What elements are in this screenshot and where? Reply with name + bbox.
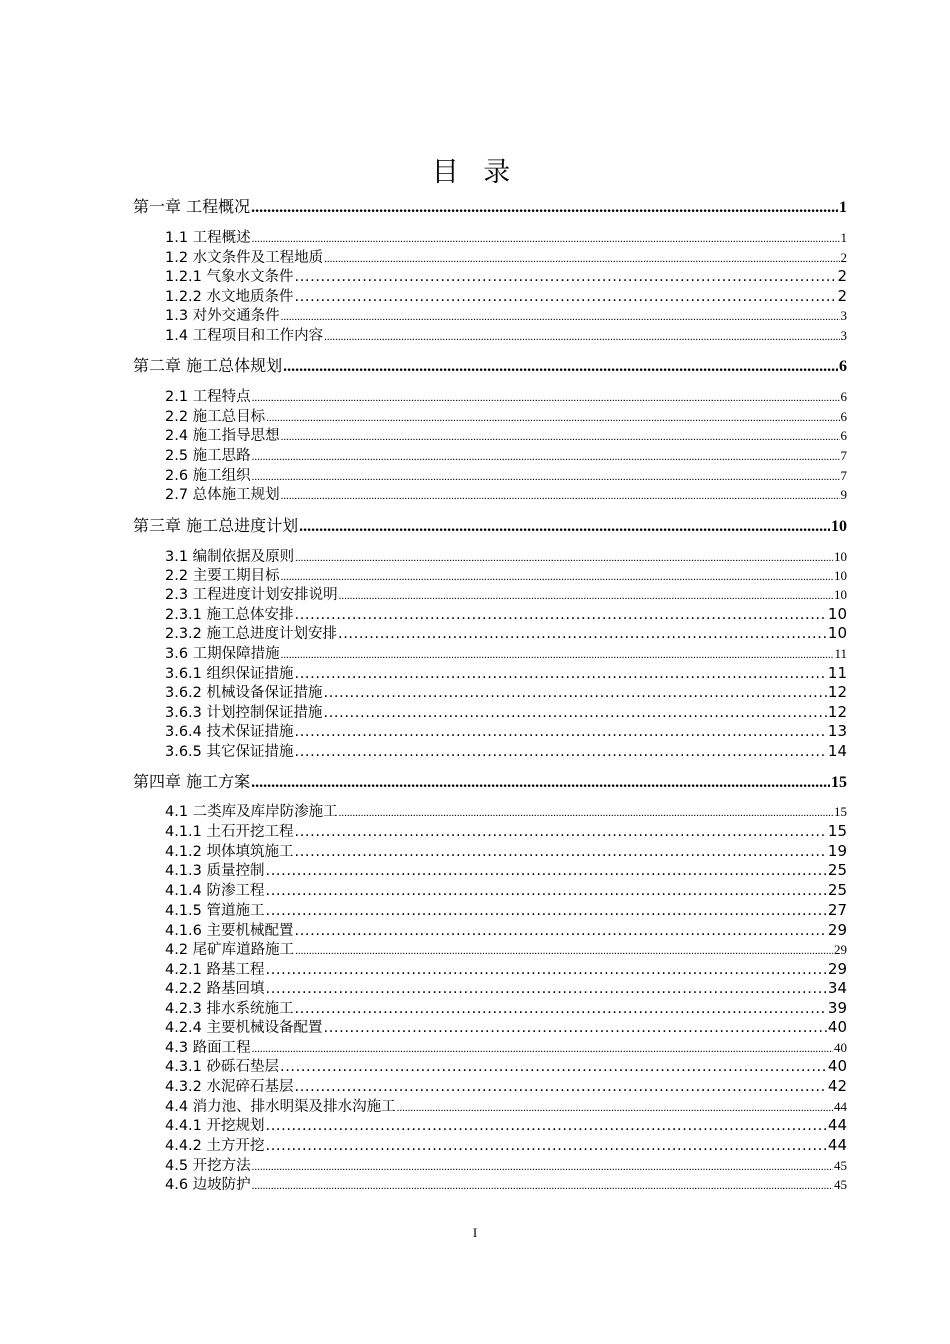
toc-leader-dots bbox=[252, 471, 840, 483]
toc-entry-label: 1.1 工程概述 bbox=[165, 230, 251, 246]
toc-section-entry[interactable] bbox=[165, 545, 847, 566]
toc-entry-page-number: 15 bbox=[834, 804, 847, 819]
toc-entry-page-number: 44 bbox=[834, 1099, 847, 1114]
toc-section-entry[interactable] bbox=[165, 642, 847, 663]
toc-entry-label: 4.2 尾矿库道路施工 bbox=[165, 942, 295, 958]
toc-leader-dots bbox=[299, 518, 830, 536]
toc-entry-label: 4.4.2 土方开挖 bbox=[165, 1138, 265, 1154]
toc-entry-page-number: 10 bbox=[827, 605, 847, 623]
toc-section-entry[interactable] bbox=[165, 1075, 847, 1096]
toc-leader-dots bbox=[295, 607, 827, 623]
toc-chapter-entry[interactable] bbox=[133, 353, 847, 376]
toc-section-entry[interactable] bbox=[165, 997, 847, 1018]
toc-entry-label: 2.3.1 施工总体安排 bbox=[165, 607, 294, 623]
toc-section-entry[interactable] bbox=[165, 622, 847, 643]
toc-entry-label: 4.3.2 水泥碎石基层 bbox=[165, 1079, 294, 1095]
toc-leader-dots bbox=[324, 253, 839, 265]
toc-leader-dots bbox=[281, 571, 833, 583]
toc-entry-label: 3.6.1 组织保证措施 bbox=[165, 666, 294, 682]
toc-entry-page-number: 10 bbox=[834, 549, 847, 564]
toc-chapter-entry[interactable] bbox=[133, 769, 847, 792]
toc-entry-page-number: 13 bbox=[827, 722, 847, 740]
toc-entry-page-number: 6 bbox=[840, 389, 847, 404]
toc-leader-dots bbox=[295, 923, 827, 939]
toc-section-entry[interactable] bbox=[165, 444, 847, 465]
toc-leader-dots bbox=[251, 774, 830, 792]
toc-section-entry[interactable] bbox=[165, 583, 847, 604]
toc-entry-label: 1.2 水文条件及工程地质 bbox=[165, 250, 324, 266]
toc-section-entry[interactable] bbox=[165, 800, 847, 821]
toc-entry-label: 第四章 施工方案 bbox=[133, 772, 251, 791]
toc-chapter-entry[interactable] bbox=[133, 194, 847, 217]
toc-entry-label: 1.4 工程项目和工作内容 bbox=[165, 328, 324, 344]
toc-entry-page-number: 11 bbox=[827, 664, 847, 682]
toc-leader-dots bbox=[252, 1161, 833, 1173]
toc-entry-page-number: 6 bbox=[840, 409, 847, 424]
toc-entry-page-number: 27 bbox=[827, 901, 847, 919]
toc-entry-page-number: 10 bbox=[831, 518, 847, 535]
toc-entry-label: 1.2.2 水文地质条件 bbox=[165, 289, 294, 305]
toc-leader-dots bbox=[266, 412, 839, 424]
toc-entry-page-number: 6 bbox=[839, 358, 847, 375]
toc-leader-dots bbox=[295, 552, 833, 564]
toc-entry-label: 3.1 编制依据及原则 bbox=[165, 549, 295, 565]
toc-entry-label: 4.4.1 开挖规划 bbox=[165, 1118, 265, 1134]
toc-leader-dots bbox=[339, 590, 833, 602]
toc-entry-page-number: 40 bbox=[827, 1057, 847, 1075]
toc-entry-label: 4.3 路面工程 bbox=[165, 1040, 251, 1056]
toc-leader-dots bbox=[281, 490, 840, 502]
toc-leader-dots bbox=[252, 392, 840, 404]
toc-section-entry[interactable] bbox=[165, 662, 847, 683]
toc-leader-dots bbox=[252, 1043, 833, 1055]
toc-section-entry[interactable] bbox=[165, 701, 847, 722]
toc-entry-page-number: 15 bbox=[827, 822, 847, 840]
toc-entry-label: 3.6.5 其它保证措施 bbox=[165, 744, 294, 760]
toc-entry-label: 2.3 工程进度计划安排说明 bbox=[165, 587, 338, 603]
toc-entry-page-number: 42 bbox=[827, 1077, 847, 1095]
toc-entry-page-number: 1 bbox=[840, 230, 847, 245]
toc-entry-label: 2.5 施工思路 bbox=[165, 448, 251, 464]
toc-entry-label: 3.6.2 机械设备保证措施 bbox=[165, 685, 323, 701]
toc-entry-page-number: 39 bbox=[827, 999, 847, 1017]
toc-section-entry[interactable] bbox=[165, 304, 847, 325]
toc-leader-dots bbox=[266, 883, 827, 899]
toc-leader-dots bbox=[281, 649, 834, 661]
toc-section-entry[interactable] bbox=[165, 226, 847, 247]
toc-section-entry[interactable] bbox=[165, 1134, 847, 1155]
toc-entry-page-number: 9 bbox=[840, 487, 847, 502]
toc-entry-label: 4.1.3 质量控制 bbox=[165, 863, 265, 879]
toc-leader-dots bbox=[324, 705, 827, 721]
toc-entry-label: 4.2.4 主要机械设备配置 bbox=[165, 1020, 323, 1036]
toc-entry-page-number: 3 bbox=[840, 308, 847, 323]
toc-entry-label: 4.3.1 砂砾石垫层 bbox=[165, 1059, 280, 1075]
toc-entry-page-number: 10 bbox=[834, 587, 847, 602]
toc-entry-page-number: 25 bbox=[827, 861, 847, 879]
toc-leader-dots bbox=[324, 685, 827, 701]
toc-entry-label: 4.1.6 主要机械配置 bbox=[165, 923, 294, 939]
toc-leader-dots bbox=[324, 1020, 827, 1036]
toc-entry-page-number: 7 bbox=[840, 468, 847, 483]
toc-entry-page-number: 11 bbox=[834, 646, 847, 661]
toc-section-entry[interactable] bbox=[165, 1055, 847, 1076]
toc-section-entry[interactable] bbox=[165, 424, 847, 445]
toc-entry-page-number: 45 bbox=[834, 1158, 847, 1173]
toc-leader-dots bbox=[251, 199, 838, 217]
toc-entry-label: 2.6 施工组织 bbox=[165, 468, 251, 484]
toc-entry-page-number: 29 bbox=[834, 942, 847, 957]
toc-entry-page-number: 7 bbox=[840, 448, 847, 463]
toc-entry-label: 3.6.3 计划控制保证措施 bbox=[165, 705, 323, 721]
toc-leader-dots bbox=[266, 1118, 827, 1134]
toc-section-entry[interactable] bbox=[165, 859, 847, 880]
toc-entry-page-number: 19 bbox=[827, 842, 847, 860]
toc-entry-label: 4.1.2 坝体填筑施工 bbox=[165, 844, 294, 860]
toc-entry-page-number: 40 bbox=[834, 1040, 847, 1055]
toc-entry-label: 2.7 总体施工规划 bbox=[165, 487, 280, 503]
toc-entry-page-number: 2 bbox=[840, 250, 847, 265]
toc-entry-label: 1.2.1 气象水文条件 bbox=[165, 269, 294, 285]
toc-leader-dots bbox=[295, 844, 827, 860]
toc-leader-dots bbox=[295, 1001, 827, 1017]
toc-section-entry[interactable] bbox=[165, 285, 847, 306]
toc-entry-label: 4.5 开挖方法 bbox=[165, 1158, 251, 1174]
toc-section-entry[interactable] bbox=[165, 720, 847, 741]
toc-section-entry[interactable] bbox=[165, 1114, 847, 1135]
toc-entry-page-number: 15 bbox=[831, 774, 847, 791]
toc-leader-dots bbox=[281, 311, 840, 323]
toc-leader-dots bbox=[295, 269, 837, 285]
toc-entry-page-number: 2 bbox=[837, 287, 847, 305]
toc-entry-label: 第三章 施工总进度计划 bbox=[133, 516, 299, 535]
toc-leader-dots bbox=[324, 331, 839, 343]
toc-leader-dots bbox=[295, 945, 833, 957]
toc-section-entry[interactable] bbox=[165, 1036, 847, 1057]
toc-entry-label: 4.1.5 管道施工 bbox=[165, 903, 265, 919]
toc-section-entry[interactable] bbox=[165, 840, 847, 861]
toc-entry-label: 4.2.1 路基工程 bbox=[165, 962, 265, 978]
toc-entry-label: 3.6 工期保障措施 bbox=[165, 646, 280, 662]
toc-section-entry[interactable] bbox=[165, 564, 847, 585]
toc-section-entry[interactable] bbox=[165, 1173, 847, 1194]
toc-entry-label: 4.1.4 防渗工程 bbox=[165, 883, 265, 899]
toc-entry-label: 2.1 工程特点 bbox=[165, 389, 251, 405]
toc-leader-dots bbox=[266, 962, 827, 978]
toc-leader-dots bbox=[266, 863, 827, 879]
toc-entry-label: 2.3.2 施工总进度计划安排 bbox=[165, 626, 338, 642]
toc-entry-label: 4.1.1 土石开挖工程 bbox=[165, 824, 294, 840]
toc-leader-dots bbox=[338, 626, 827, 642]
toc-leader-dots bbox=[281, 431, 840, 443]
toc-entry-page-number: 14 bbox=[827, 742, 847, 760]
toc-leader-dots bbox=[295, 724, 827, 740]
toc-entry-label: 2.2 施工总目标 bbox=[165, 409, 266, 425]
page-number-footer: I bbox=[472, 1225, 478, 1240]
toc-section-entry[interactable] bbox=[165, 1154, 847, 1175]
toc-leader-dots bbox=[252, 451, 840, 463]
toc-chapter-entry[interactable] bbox=[133, 513, 847, 536]
toc-leader-dots bbox=[252, 1180, 833, 1192]
toc-section-entry[interactable] bbox=[165, 740, 847, 761]
toc-entry-page-number: 34 bbox=[827, 979, 847, 997]
toc-section-entry[interactable] bbox=[165, 1095, 847, 1116]
toc-entry-label: 第一章 工程概况 bbox=[133, 197, 251, 216]
toc-leader-dots bbox=[266, 1138, 827, 1154]
toc-entry-page-number: 29 bbox=[827, 960, 847, 978]
toc-section-entry[interactable] bbox=[165, 385, 847, 406]
toc-entry-label: 2.4 施工指导思想 bbox=[165, 428, 280, 444]
toc-section-entry[interactable] bbox=[165, 938, 847, 959]
toc-entry-page-number: 45 bbox=[834, 1177, 847, 1192]
toc-section-entry[interactable] bbox=[165, 919, 847, 940]
toc-leader-dots bbox=[295, 744, 827, 760]
toc-section-entry[interactable] bbox=[165, 603, 847, 624]
toc-section-entry[interactable] bbox=[165, 977, 847, 998]
toc-leader-dots bbox=[252, 233, 840, 245]
toc-entry-page-number: 44 bbox=[827, 1136, 847, 1154]
toc-entry-label: 2.2 主要工期目标 bbox=[165, 568, 280, 584]
toc-entry-page-number: 6 bbox=[840, 428, 847, 443]
toc-section-entry[interactable] bbox=[165, 483, 847, 504]
toc-leader-dots bbox=[339, 807, 833, 819]
toc-entry-page-number: 12 bbox=[827, 703, 847, 721]
toc-leader-dots bbox=[295, 289, 837, 305]
toc-entry-page-number: 1 bbox=[839, 199, 847, 216]
toc-leader-dots bbox=[266, 981, 827, 997]
toc-entry-label: 4.4 消力池、排水明渠及排水沟施工 bbox=[165, 1099, 396, 1115]
toc-entry-page-number: 25 bbox=[827, 881, 847, 899]
toc-entry-page-number: 40 bbox=[827, 1018, 847, 1036]
toc-leader-dots bbox=[266, 903, 827, 919]
toc-leader-dots bbox=[295, 1079, 827, 1095]
toc-leader-dots bbox=[280, 1059, 827, 1075]
toc-entry-label: 3.6.4 技术保证措施 bbox=[165, 724, 294, 740]
toc-entry-page-number: 44 bbox=[827, 1116, 847, 1134]
toc-leader-dots bbox=[397, 1102, 833, 1114]
toc-section-entry[interactable] bbox=[165, 464, 847, 485]
toc-entry-label: 第二章 施工总体规划 bbox=[133, 356, 283, 375]
toc-entry-page-number: 3 bbox=[840, 328, 847, 343]
toc-section-entry[interactable] bbox=[165, 405, 847, 426]
toc-leader-dots bbox=[295, 824, 827, 840]
toc-section-entry[interactable] bbox=[165, 324, 847, 345]
toc-entry-label: 4.6 边坡防护 bbox=[165, 1177, 251, 1193]
toc-section-entry[interactable] bbox=[165, 1016, 847, 1037]
toc-section-entry[interactable] bbox=[165, 958, 847, 979]
toc-entry-label: 4.2.2 路基回填 bbox=[165, 981, 265, 997]
toc-entry-page-number: 10 bbox=[834, 568, 847, 583]
toc-section-entry[interactable] bbox=[165, 899, 847, 920]
toc-section-entry[interactable] bbox=[165, 246, 847, 267]
toc-entry-page-number: 10 bbox=[827, 624, 847, 642]
toc-entry-label: 4.2.3 排水系统施工 bbox=[165, 1001, 294, 1017]
toc-entry-page-number: 2 bbox=[837, 267, 847, 285]
toc-entry-page-number: 29 bbox=[827, 921, 847, 939]
toc-leader-dots bbox=[295, 666, 827, 682]
toc-section-entry[interactable] bbox=[165, 879, 847, 900]
toc-section-entry[interactable] bbox=[165, 265, 847, 286]
toc-leader-dots bbox=[283, 358, 838, 376]
page-title: 目 录 bbox=[431, 157, 519, 188]
toc-entry-label: 1.3 对外交通条件 bbox=[165, 308, 280, 324]
toc-section-entry[interactable] bbox=[165, 820, 847, 841]
toc-entry-label: 4.1 二类库及库岸防渗施工 bbox=[165, 804, 338, 820]
toc-entry-page-number: 12 bbox=[827, 683, 847, 701]
toc-section-entry[interactable] bbox=[165, 681, 847, 702]
